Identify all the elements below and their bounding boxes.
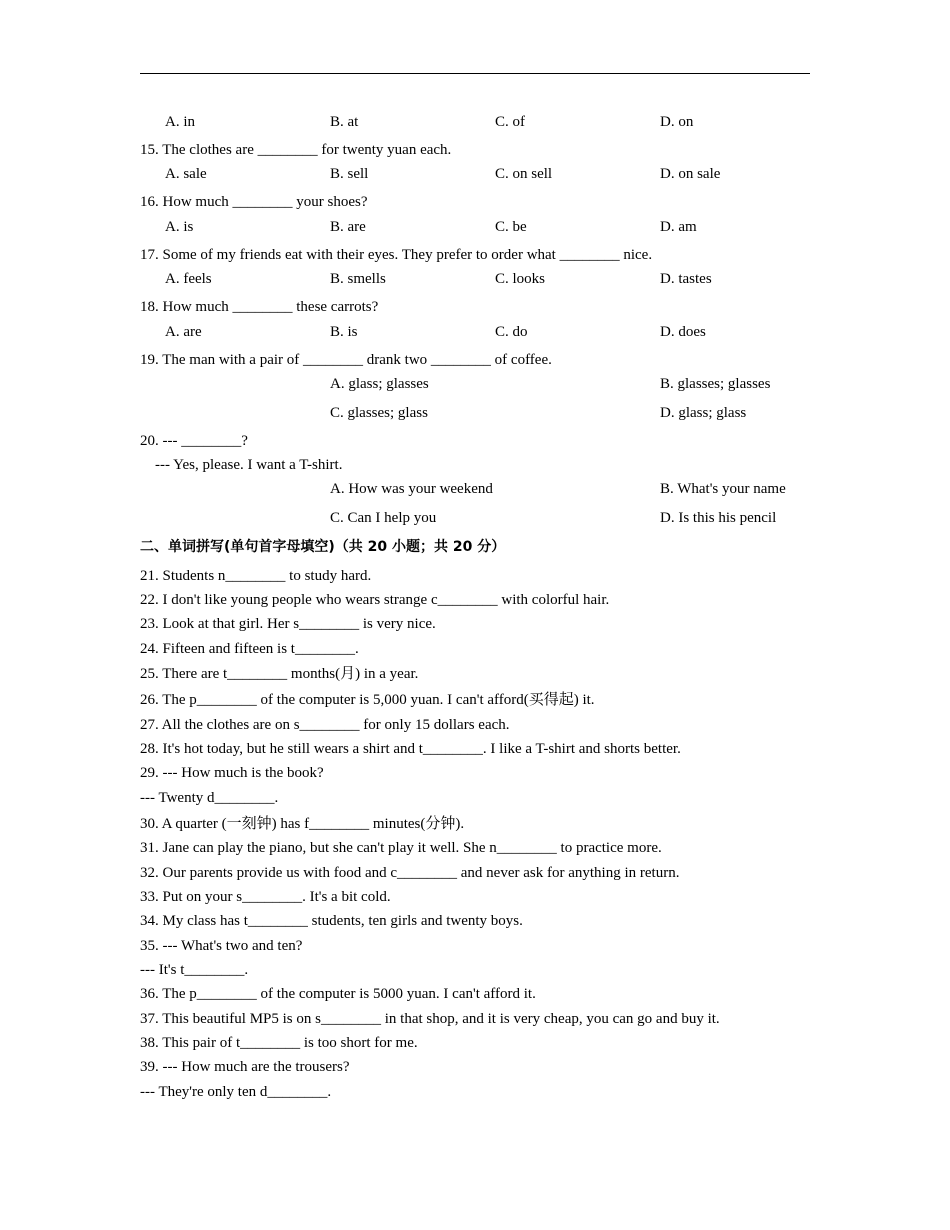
option-a: A. in — [165, 114, 195, 130]
spelling-item: 37. This beautiful MP5 is on s________ in that shop, and it is very cheap, you can go and buy it. — [140, 1011, 720, 1027]
spelling-item: 26. The p________ of the computer is 5,000 yuan. I can't afford(买得起) it. — [140, 692, 595, 708]
spelling-item: 23. Look at that girl. Her s________ is very nice. — [140, 616, 436, 632]
option-c: C. Can I help you — [330, 510, 437, 526]
dialogue-reply: --- Yes, please. I want a T-shirt. — [155, 457, 343, 473]
question-text: 15. The clothes are ________ for twenty yuan each. — [140, 142, 452, 158]
question-text: 17. Some of my friends eat with their eyes. They prefer to order what ________ nice. — [140, 247, 653, 263]
option-c: C. looks — [495, 271, 546, 287]
spelling-item: 25. There are t________ months(月) in a year. — [140, 666, 419, 682]
option-a: A. is — [165, 219, 194, 235]
option-b: B. What's your name — [660, 481, 786, 497]
option-b: B. is — [330, 324, 358, 340]
spelling-item: 36. The p________ of the computer is 5000 yuan. I can't afford it. — [140, 986, 536, 1002]
option-c: C. on sell — [495, 166, 553, 182]
spelling-item: 28. It's hot today, but he still wears a shirt and t________. I like a T-shirt and shorts better. — [140, 741, 681, 757]
option-d: D. on — [660, 114, 694, 130]
option-d: D. glass; glass — [660, 405, 747, 421]
option-c: C. of — [495, 114, 525, 130]
option-b: B. at — [330, 114, 359, 130]
spelling-item: 22. I don't like young people who wears strange c________ with colorful hair. — [140, 592, 610, 608]
option-d: D. does — [660, 324, 706, 340]
spelling-item: 38. This pair of t________ is too short for me. — [140, 1035, 418, 1051]
section-heading: 二、单词拼写(单句首字母填空)（共 20 小题；共 20 分） — [140, 539, 506, 555]
spelling-item: 33. Put on your s________. It's a bit cold. — [140, 889, 391, 905]
option-d: D. tastes — [660, 271, 712, 287]
option-c: C. be — [495, 219, 527, 235]
option-b: B. smells — [330, 271, 386, 287]
option-b: B. glasses; glasses — [660, 376, 771, 392]
option-d: D. on sale — [660, 166, 721, 182]
spelling-item: 30. A quarter (一刻钟) has f________ minutes(分钟). — [140, 816, 465, 832]
option-a: A. How was your weekend — [330, 481, 493, 497]
spelling-item: 27. All the clothes are on s________ for only 15 dollars each. — [140, 717, 510, 733]
option-a: A. sale — [165, 166, 207, 182]
option-d: D. am — [660, 219, 697, 235]
spelling-item: --- They're only ten d________. — [140, 1084, 332, 1100]
question-text: 18. How much ________ these carrots? — [140, 299, 379, 315]
header-rule — [140, 73, 810, 74]
spelling-item: 39. --- How much are the trousers? — [140, 1059, 350, 1075]
spelling-item: 35. --- What's two and ten? — [140, 938, 303, 954]
option-c: C. glasses; glass — [330, 405, 428, 421]
spelling-item: 24. Fifteen and fifteen is t________. — [140, 641, 359, 657]
option-b: B. are — [330, 219, 366, 235]
option-b: B. sell — [330, 166, 369, 182]
question-text: 16. How much ________ your shoes? — [140, 194, 368, 210]
spelling-item: 21. Students n________ to study hard. — [140, 568, 372, 584]
spelling-item: --- Twenty d________. — [140, 790, 279, 806]
option-a: A. feels — [165, 271, 212, 287]
question-text: 19. The man with a pair of ________ drank two ________ of coffee. — [140, 352, 552, 368]
option-d: D. Is this his pencil — [660, 510, 777, 526]
option-a: A. are — [165, 324, 202, 340]
spelling-item: 34. My class has t________ students, ten girls and twenty boys. — [140, 913, 523, 929]
option-a: A. glass; glasses — [330, 376, 429, 392]
spelling-item: 29. --- How much is the book? — [140, 765, 324, 781]
spelling-item: 31. Jane can play the piano, but she can't play it well. She n________ to practice more. — [140, 840, 662, 856]
spelling-item: 32. Our parents provide us with food and c________ and never ask for anything in return. — [140, 865, 680, 881]
spelling-item: --- It's t________. — [140, 962, 249, 978]
question-text: 20. --- ________? — [140, 433, 248, 449]
option-c: C. do — [495, 324, 528, 340]
